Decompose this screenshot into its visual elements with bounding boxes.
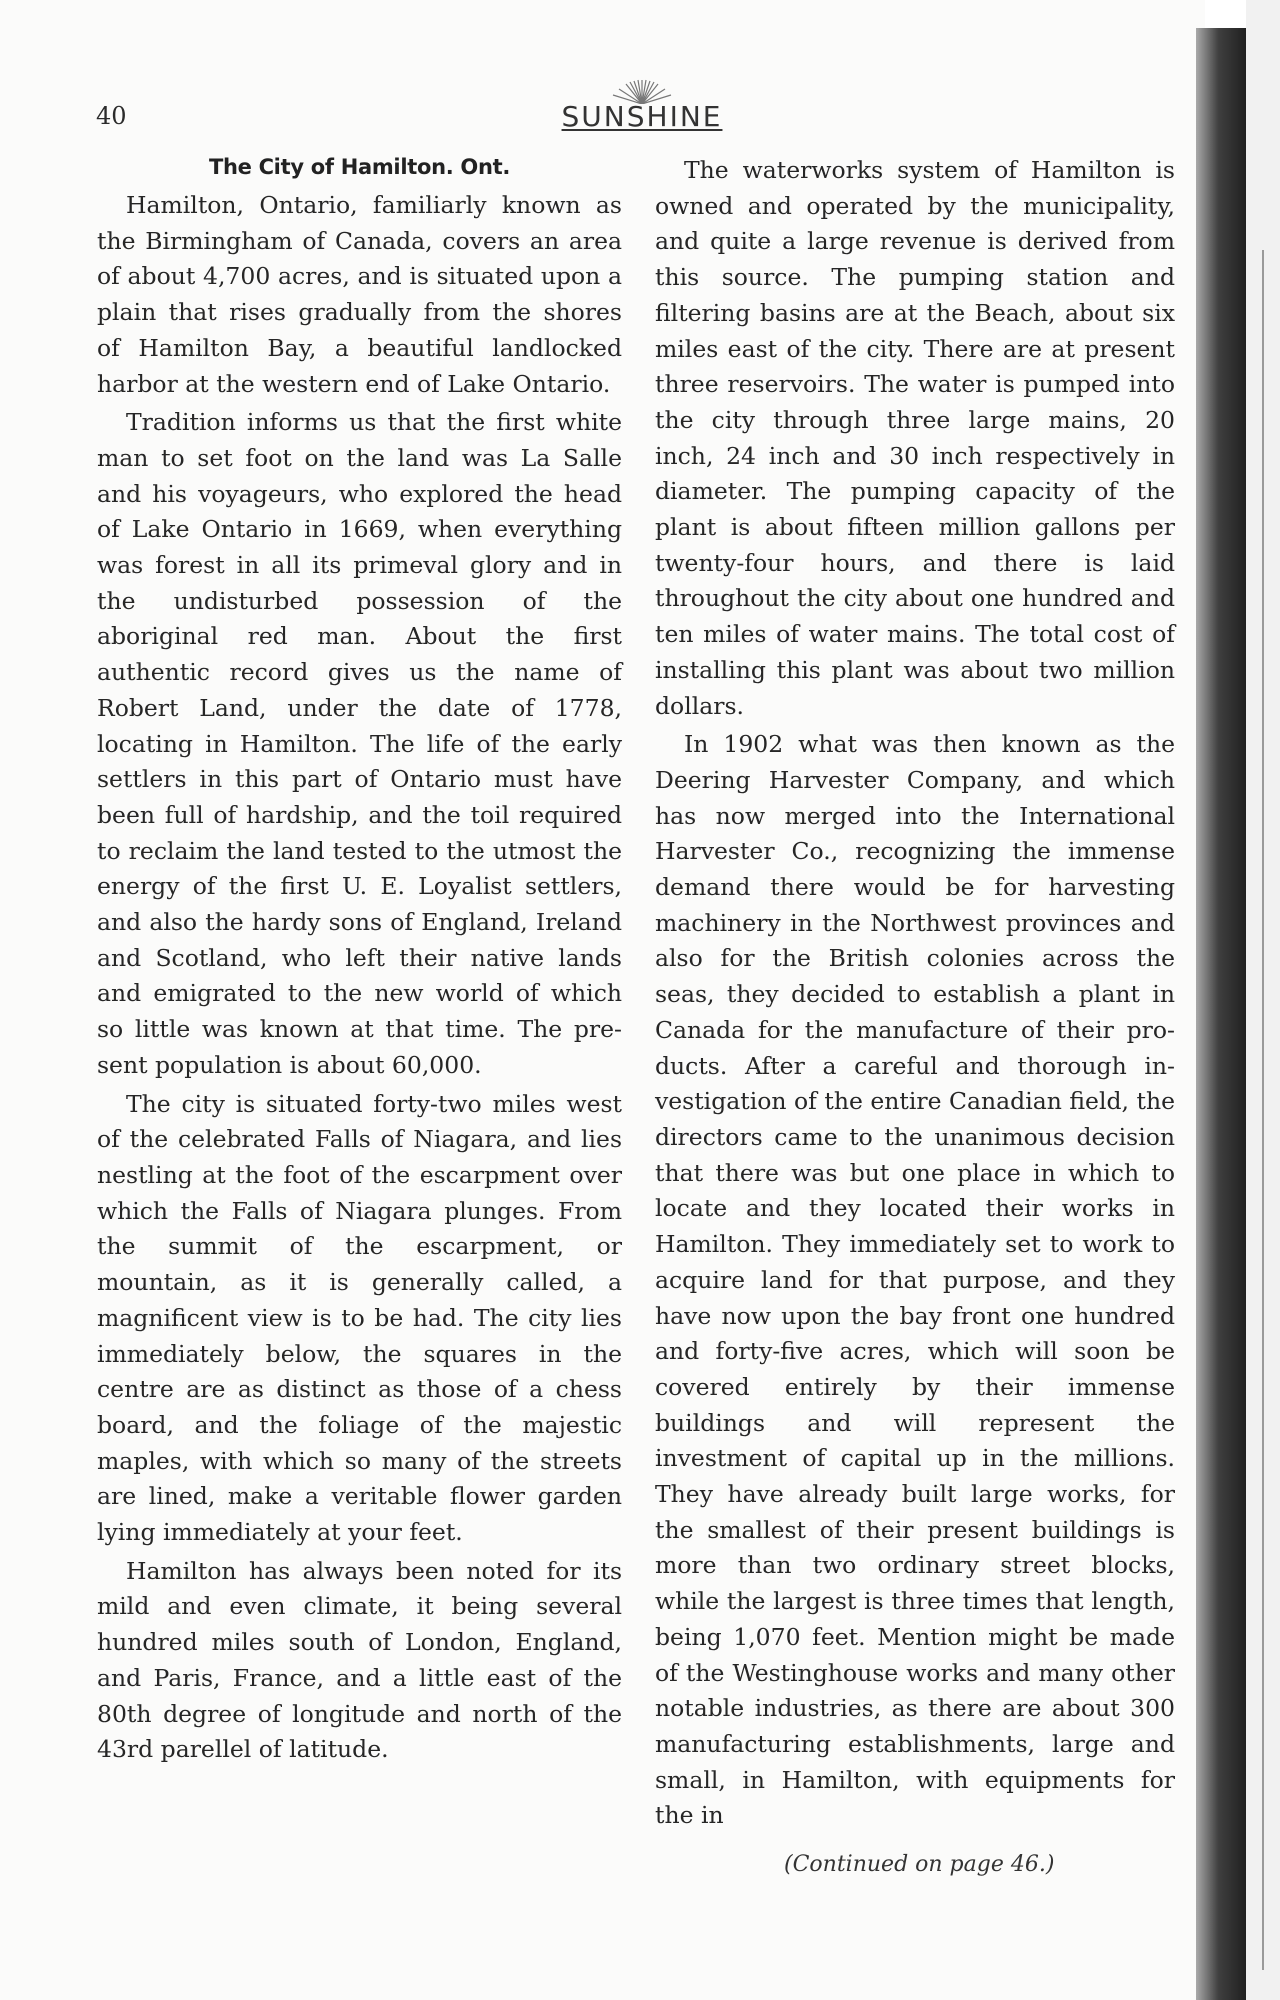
next-page-rule: [1262, 250, 1264, 1970]
left-column: [97, 148, 622, 1771]
right-column: [655, 153, 1175, 1837]
page-edge-shadow: [1196, 28, 1246, 2000]
page-number: 40: [96, 102, 127, 130]
paragraph: Hamilton has always been noted for its mild and even climate, it being several hundred miles south of London, England, and Paris, France, and a little east of the 80th degree of longitude and north of the 43rd parellel of latitude.: [97, 1556, 622, 1764]
article-title: The City of Hamilton. Ont.: [208, 155, 511, 179]
masthead-title: SUNSHINE: [561, 100, 723, 133]
paragraph: Hamilton, Ontario, familiarly known as the Birmingham of Canada, covers an area of about 4,700 acres, and is situated upon a plain that rises gradually from the shores of Hamilton Bay, a beautiful landlocked harbor at the western end of Lake Ontario.: [97, 191, 622, 398]
masthead: [552, 78, 732, 138]
paragraph: In 1902 what was then known as the Deering Harvester Company, and which has now merged into the International Harvester Co., recognizing the immense demand there would be for harvesting machinery in the Northwest provinces and also for the British colonies across the seas, they decided to establish a plant in Canada for the manufacture of their products. After a careful and thorough investigation of the entire Canadian field, the directors came to the unanimous decision that there was but one place in which to locate and they located their works in Hamilton. They immediately set to work to acquire land for that purpose, and they have now upon the bay front one hundred and forty-five acres, which will soon be covered entirely by their immense buildings and will represent the investment of capital up in the millions. They have already built large works, for the smallest of their present buildings is more than two ordinary street blocks, while the largest is three times that length, being 1,070 feet. Mention might be made of the Westinghouse works and many other notable industries, as there are about 300 manufacturing establishments, large and small, in Hamilton, with equipments for the in: [655, 730, 1175, 1830]
continued-note: (Continued on page 46.): [784, 1852, 1055, 1877]
paragraph: The city is situated forty-two miles west of the celebrated Falls of Niagara, and lies nestling at the foot of the escarpment over which the Falls of Niagara plunges. From the summit of the escarpment, or mountain, as it is generally called, a magnificent view is to be had. The city lies immediately below, the squares in the centre are as distinct as those of a chess board, and the foliage of the majestic maples, with which so many of the streets are lined, make a veritable flower garden lying immediately at your feet.: [97, 1089, 622, 1547]
paragraph: The waterworks system of Hamilton is owned and operated by the municipality, and quite a large revenue is derived from this source. The pumping station and filtering basins are at the Beach, about six miles east of the city. There are at present three reservoirs. The water is pumped into the city through three large mains, 20 inch, 24 inch and 30 inch respectively in diameter. The pumping capacity of the plant is about fifteen million gallons per twenty-four hours, and there is laid throughout the city about one hundred and ten miles of water mains. The total cost of installing this plant was about two million dollars.: [655, 156, 1175, 720]
paragraph: Tradition informs us that the first white man to set foot on the land was La Salle and his voyageurs, who explored the head of Lake Ontario in 1669, when everything was forest in all its primeval glory and in the undisturbed possession of the aboriginal red man. About the first authentic record gives us the name of Robert Land, under the date of 1778, locating in Hamilton. The life of the early settlers in this part of Ontario must have been full of hardship, and the toil required to reclaim the land tested to the utmost the energy of the first U. E. Loyalist settlers, and also the hardy sons of England, Ireland and Scotland, who left their native lands and emigrated to the new world of which so little was known at that time. The present population is about 60,000.: [97, 408, 622, 1079]
